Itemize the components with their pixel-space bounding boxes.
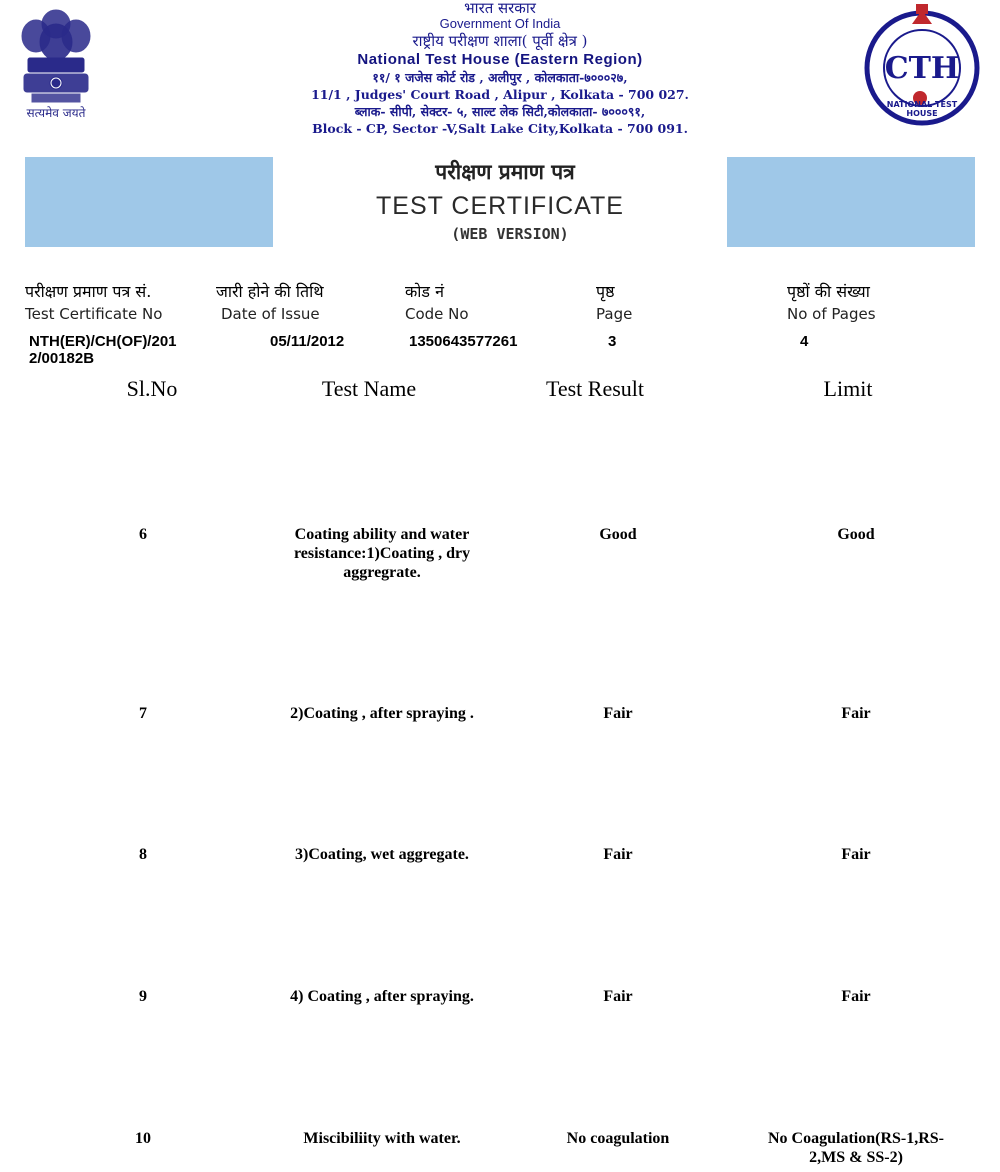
header-address-hindi-2: ब्लाक- सीपी, सेक्टर- ५, साल्ट लेक सिटी,कोलकाता- ७०००९१, xyxy=(354,104,646,119)
label-page-hindi: पृष्ठ xyxy=(596,282,615,301)
row-10-test-name: Miscibiliity with water. xyxy=(303,1130,461,1147)
row-7-test-name: 2)Coating , after spraying . xyxy=(290,705,474,722)
header-address-english-2: Block - CP, Sector -V,Salt Lake City,Kolkata - 700 091. xyxy=(312,121,688,136)
row-10-sl: 10 xyxy=(135,1130,151,1147)
row-8-limit: Fair xyxy=(841,846,871,863)
row-6-test-name xyxy=(262,525,502,582)
title-hindi: परीक्षण प्रमाण पत्र xyxy=(435,159,575,184)
header-hindi-govt: भारत सरकार xyxy=(464,0,536,17)
header-limit: Limit xyxy=(823,376,873,401)
row-10-limit-line2: 2,MS & SS-2) xyxy=(809,1149,903,1166)
page-number: 3 xyxy=(608,333,617,350)
title-band-left xyxy=(25,157,273,247)
label-no-of-pages: No of Pages xyxy=(787,305,876,323)
header-test-result: Test Result xyxy=(545,376,645,401)
row-6-sl: 6 xyxy=(139,526,147,543)
number-of-pages: 4 xyxy=(800,333,809,350)
certificate-number-line1: NTH(ER)/CH(OF)/201 xyxy=(29,333,177,350)
emblem-motto: सत्यमेव जयते xyxy=(26,106,86,120)
row-8-test-name: 3)Coating, wet aggregate. xyxy=(295,846,469,863)
label-date-of-issue: Date of Issue xyxy=(221,305,320,323)
label-page: Page xyxy=(596,305,633,323)
row-9-test-name: 4) Coating , after spraying. xyxy=(290,988,474,1005)
row-9-limit: Fair xyxy=(841,988,871,1005)
row-10-result: No coagulation xyxy=(566,1130,670,1147)
title-version: (WEB VERSION) xyxy=(451,225,569,243)
header-org-name: National Test House (Eastern Region) xyxy=(357,51,643,68)
row-7-result: Fair xyxy=(603,705,633,722)
header-government-of-india: Government Of India xyxy=(439,16,561,31)
seal-text-bottom: NATIONAL TEST HOUSE xyxy=(886,100,958,118)
title-band-right xyxy=(727,157,975,247)
certificate-number xyxy=(29,333,177,367)
row-10-limit xyxy=(746,1129,966,1167)
row-10-limit-line1: No Coagulation(RS-1,RS- xyxy=(767,1130,944,1147)
row-6-name-line2: resistance:1)Coating , dry xyxy=(293,545,471,562)
date-of-issue: 05/11/2012 xyxy=(270,333,345,350)
header-test-name: Test Name xyxy=(321,376,417,401)
row-6-limit: Good xyxy=(837,526,875,543)
row-8-result: Fair xyxy=(603,846,633,863)
nth-seal-logo xyxy=(856,2,988,126)
row-6-name-line3: aggregrate. xyxy=(343,564,421,581)
header-address-english-1: 11/1 , Judges' Court Road , Alipur , Kolkata - 700 027. xyxy=(311,87,689,102)
label-code-no: Code No xyxy=(405,305,469,323)
label-code-hindi: कोड नं xyxy=(405,282,444,301)
organisation-header xyxy=(230,0,770,136)
row-7-limit: Fair xyxy=(841,705,871,722)
code-number: 1350643577261 xyxy=(409,333,518,350)
row-6-result: Good xyxy=(599,526,637,543)
row-9-sl: 9 xyxy=(139,988,147,1005)
title-english: TEST CERTIFICATE xyxy=(376,192,624,220)
label-pages-hindi: पृष्ठों की संख्या xyxy=(787,282,870,301)
label-cert-no: Test Certificate No xyxy=(25,305,163,323)
label-cert-no-hindi: परीक्षण प्रमाण पत्र सं. xyxy=(25,282,152,301)
row-9-result: Fair xyxy=(603,988,633,1005)
row-7-sl: 7 xyxy=(139,705,147,722)
header-sl-no: Sl.No xyxy=(126,376,178,401)
header-address-hindi-1: ११/ १ जजेस कोर्ट रोड , अलीपुर , कोलकाता-७०००२७, xyxy=(372,70,628,85)
row-6-name-line1: Coating ability and water xyxy=(294,526,470,543)
certificate-number-line2: 2/00182B xyxy=(29,350,95,367)
header-hindi-org: राष्ट्रीय परीक्षण शाला( पूर्वी क्षेत्र ) xyxy=(412,32,588,50)
label-date-hindi: जारी होने की तिथि xyxy=(216,282,324,301)
row-8-sl: 8 xyxy=(139,846,147,863)
svg-text:CTH: CTH xyxy=(884,51,960,86)
